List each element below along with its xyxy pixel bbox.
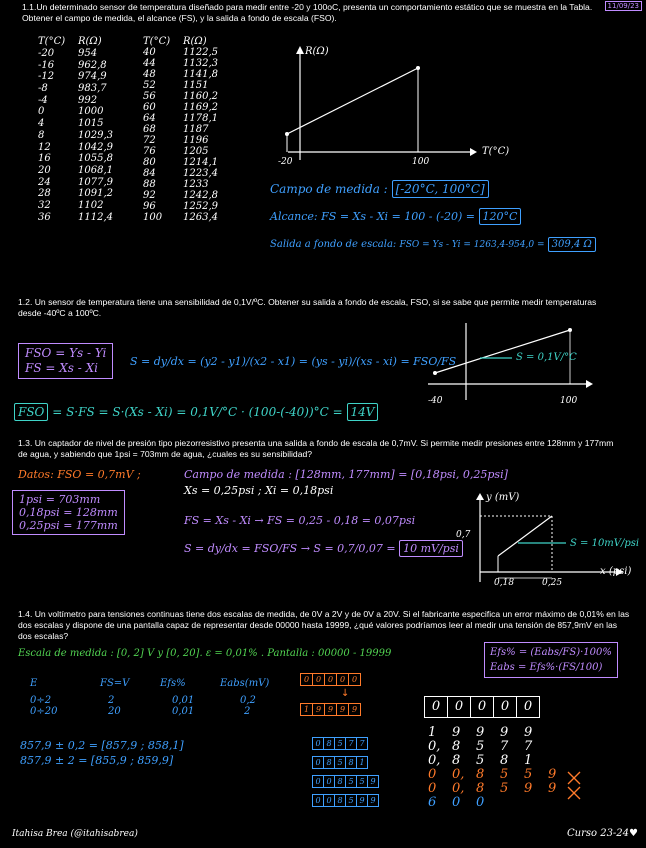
digit: 9 [548, 781, 557, 796]
temperature-cell: 24 [38, 176, 51, 188]
display-digit: 9 [324, 703, 337, 716]
fso-value: 309,4 Ω [548, 237, 596, 252]
graph-p3-x1: 0,18 [494, 578, 515, 588]
digit-row [428, 740, 572, 754]
temperature-cell: 92 [143, 190, 156, 201]
digit: 5 [524, 767, 533, 782]
problem-1-2-statement: 1.2. Un sensor de temperatura tiene una sensibilidad de 0,1V/ºC. Obtener su salida a fondo de escala, FSO, si se sabe que permite medir temperaturas desde -40ºC a 100ºC. [18, 297, 597, 318]
resistance-cell: 1015 [78, 118, 104, 130]
table-row [38, 188, 113, 200]
graph-xlabel: T(°C) [482, 146, 510, 157]
fso-result-expr: = S·FS = S·(Xs - Xi) = 0,1V/°C · (100-(-40))°C = [52, 405, 343, 419]
table-row [143, 212, 218, 223]
display-digit: 9 [367, 775, 379, 788]
display-digit: 1 [300, 703, 313, 716]
fs-line: FS = Xs - Xi → FS = 0,25 - 0,18 = 0,07psi [184, 514, 416, 527]
table-row [38, 118, 113, 130]
corner-date: 11/09/23 [605, 1, 642, 11]
graph-p3-s: S = 10mV/psi [570, 538, 640, 549]
digit: 9 [548, 767, 557, 782]
s-line-expr: S = dy/dx = FSO/FS → S = 0,7/0,07 = [184, 542, 396, 555]
td: 2 [108, 695, 115, 706]
blue-display-row [312, 756, 378, 769]
td: 2 [244, 706, 251, 717]
table-row [38, 106, 113, 118]
temperature-cell: 36 [38, 211, 51, 223]
table-row [143, 102, 218, 113]
sensitivity-definition: S = dy/dx = (y2 - y1)/(x2 - x1) = (ys - yi)/(xs - xi) = FSO/FS [130, 355, 457, 368]
temperature-cell: 76 [143, 146, 156, 157]
temperature-cell: 88 [143, 179, 156, 190]
resistance-cell: 954 [78, 48, 98, 60]
temperature-cell: 32 [38, 199, 51, 211]
td: 0÷2 [30, 695, 52, 706]
display-digit: 0 [348, 673, 361, 686]
xs-xi: Xs = 0,25psi ; Xi = 0,18psi [184, 484, 334, 497]
display-digit: 0 [323, 775, 335, 788]
temperature-cell: 52 [143, 80, 156, 91]
resistance-cell: 1029,3 [78, 129, 113, 141]
display-blue-list [312, 737, 378, 813]
temperature-cell: -16 [38, 59, 55, 71]
display-digit: 8 [323, 737, 335, 750]
resistance-cell: 1102 [78, 199, 104, 211]
col-r-header: R(Ω) [183, 36, 207, 47]
graph-xmin: -20 [278, 157, 293, 167]
table-row [143, 124, 218, 135]
psi-line-2: 0,18psi = 128mm [19, 506, 118, 519]
display-digit: 0 [312, 775, 324, 788]
resistance-cell: 1178,1 [183, 113, 218, 124]
th-fs: FS=V [100, 678, 130, 689]
digit: 9 [476, 725, 485, 740]
display-digit: 8 [323, 756, 335, 769]
blue-display-row [312, 737, 378, 750]
display-digit: 9 [356, 794, 368, 807]
table-row [38, 48, 113, 60]
s-line-value: 10 mV/psi [399, 540, 463, 557]
th-eabs: Eabs(mV) [220, 678, 270, 689]
table-row [143, 135, 218, 146]
fso-expr: FSO = Ys - Yi = 1263,4-954,0 = [399, 240, 545, 250]
resistance-cell: 1068,1 [78, 164, 113, 176]
resistance-cell: 1169,2 [183, 102, 218, 113]
digit-row [428, 726, 572, 740]
results [20, 738, 184, 768]
campo-value: [-20°C, 100°C] [392, 180, 489, 198]
temperature-cell: 56 [143, 91, 156, 102]
temp-resistance-table [38, 36, 218, 223]
digit: 5 [500, 781, 509, 796]
big-display-digit: 0 [470, 696, 494, 718]
digit-row [428, 754, 572, 768]
temperature-cell: 48 [143, 69, 156, 80]
table-1 [38, 36, 113, 223]
datos: Datos: FSO = 0,7mV ; [18, 468, 141, 481]
resistance-cell: 1252,9 [183, 201, 218, 212]
footer-course: Curso 23-24♥ [567, 828, 638, 839]
graph-p2-xmax: 100 [560, 396, 578, 406]
blue-display-row [312, 794, 378, 807]
resistance-cell: 1242,8 [183, 190, 218, 201]
resistance-cell: 1263,4 [183, 212, 218, 223]
display-digit: 5 [356, 775, 368, 788]
table-row [143, 201, 218, 212]
display-digit: 0 [323, 794, 335, 807]
alcance-label: Alcance: [270, 210, 318, 223]
resistance-cell: 1122,5 [183, 47, 218, 58]
temperature-cell: 68 [143, 124, 156, 135]
display-arrow: ↓ [341, 688, 350, 699]
campo-medida [270, 182, 489, 196]
table-row [143, 146, 218, 157]
display-digit: 8 [334, 775, 346, 788]
table-row [38, 59, 113, 71]
resistance-cell: 1196 [183, 135, 209, 146]
display-digit: 0 [312, 756, 324, 769]
resistance-cell: 1187 [183, 124, 209, 135]
digit-rows [428, 726, 572, 810]
table-row [38, 165, 113, 177]
resistance-cell: 1151 [183, 80, 209, 91]
temperature-cell: 40 [143, 47, 156, 58]
digit: 9 [524, 725, 533, 740]
digit: 0 [452, 795, 461, 810]
digit-row [428, 782, 572, 796]
alcance-expr: FS = Xs - Xi = 100 - (-20) = [321, 210, 475, 223]
alcance-value: 120°C [479, 208, 522, 225]
table-row [143, 47, 218, 58]
digit: 7 [500, 739, 509, 754]
temperature-cell: -12 [38, 71, 55, 83]
table-row [38, 83, 113, 95]
resistance-cell: 1160,2 [183, 91, 218, 102]
big-display [424, 696, 539, 718]
resistance-cell: 1214,1 [183, 157, 218, 168]
resistance-cell: 1205 [183, 146, 209, 157]
big-display-digit: 0 [447, 696, 471, 718]
digit: 1 [428, 725, 437, 740]
temperature-cell: 84 [143, 168, 156, 179]
resistance-cell: 1000 [78, 106, 104, 118]
table-row [143, 113, 218, 124]
psi-line-3: 0,25psi = 177mm [19, 519, 118, 532]
digit: 1 [524, 753, 533, 768]
temperature-cell: 20 [38, 164, 51, 176]
table-row [38, 200, 113, 212]
fso-fs-box [18, 343, 113, 379]
digit: 9 [500, 725, 509, 740]
blue-display-row [312, 775, 378, 788]
td: 0,01 [172, 695, 195, 706]
table-row [38, 94, 113, 106]
table-row [143, 179, 218, 190]
fso [270, 239, 596, 250]
result-20v: 857,9 ± 2 = [855,9 ; 859,9] [20, 754, 174, 767]
campo-label: Campo de medida : [270, 182, 388, 196]
formula-1: Efs% = (Eabs/FS)·100% [490, 647, 612, 658]
fso-result-box: FSO [14, 403, 48, 421]
problem-1-3-statement: 1.3. Un captador de nivel de presión tipo piezorresistivo presenta una salida a fondo de escala de 0,7mV. Si permite medir presiones entre 128mm y 177mm de agua, y sabiendo que 1psi = 703mm de agua, ¿cuales es su sensibilidad? [18, 438, 614, 459]
psi-line-1: 1psi = 703mm [19, 493, 101, 506]
td: 0÷20 [30, 706, 58, 717]
s-line [184, 542, 463, 555]
graph-xmax: 100 [412, 157, 430, 167]
digit: 0 [476, 795, 485, 810]
table-row [38, 71, 113, 83]
digit: 9 [524, 781, 533, 796]
fso-result-value: 14V [347, 403, 379, 421]
display-orange-top [300, 673, 360, 686]
digit: 8 [476, 781, 485, 796]
temperature-cell: 96 [143, 201, 156, 212]
display-digit: 1 [356, 756, 368, 769]
th-efs: Efs% [160, 678, 186, 689]
display-digit: 0 [312, 673, 325, 686]
resistance-cell: 1042,9 [78, 141, 113, 153]
display-digit: 0 [312, 794, 324, 807]
digit: 5 [500, 767, 509, 782]
temperature-cell: 28 [38, 188, 51, 200]
temperature-cell: 100 [143, 212, 163, 223]
resistance-cell: 1223,4 [183, 168, 218, 179]
digit: 0 [428, 767, 437, 782]
digit: 9 [452, 725, 461, 740]
graph-r-vs-t [270, 40, 490, 170]
table-row [38, 130, 113, 142]
td: 0,01 [172, 706, 195, 717]
graph-p3-x2: 0,25 [542, 578, 563, 588]
display-digit: 9 [367, 794, 379, 807]
display-digit: 0 [300, 673, 313, 686]
graph-p2-label: S = 0,1V/°C [516, 352, 577, 363]
resistance-cell: 1091,2 [78, 188, 113, 200]
table-row [143, 168, 218, 179]
display-digit: 8 [334, 794, 346, 807]
digit: 8 [452, 753, 461, 768]
resistance-cell: 1112,4 [78, 211, 113, 223]
display-digit: 5 [334, 756, 346, 769]
graph-p3-xlabel: x (psi) [600, 566, 632, 577]
display-digit: 9 [312, 703, 325, 716]
graph-p2-xmin: -40 [428, 396, 443, 406]
display-digit: 5 [345, 775, 357, 788]
display-digit: 0 [336, 673, 349, 686]
th-e: E [30, 678, 38, 689]
temperature-cell: 80 [143, 157, 156, 168]
table-row [143, 157, 218, 168]
col-t-header: T(°C) [38, 36, 66, 48]
digit: 8 [476, 767, 485, 782]
problem-1-1-statement: 1.1.Un determinado sensor de temperatura diseñado para medir entre -20 y 100oC, presenta un comportamiento estático que se muestra en la Tabla. Obtener el campo de medida, el alcance (FS), y la salida a fondo de escala (FSO). [22, 2, 593, 23]
digit: 0, [452, 781, 465, 796]
table-row [143, 80, 218, 91]
temperature-cell: 72 [143, 135, 156, 146]
formula-2: Eabs = Efs%·(FS/100) [490, 662, 603, 673]
display-digit: 5 [334, 737, 346, 750]
display-digit: 8 [345, 756, 357, 769]
digit: 8 [500, 753, 509, 768]
fso-label: Salida a fondo de escala: [270, 239, 397, 250]
digit: 6 [428, 795, 437, 810]
temperature-cell: 12 [38, 141, 51, 153]
digit-row [428, 796, 572, 810]
campo-p3: Campo de medida : [128mm, 177mm] = [0,18psi, 0,25psi] [184, 468, 508, 481]
display-digit: 9 [336, 703, 349, 716]
table-row [38, 211, 113, 223]
temperature-cell: 8 [38, 129, 45, 141]
digit: 0, [428, 753, 441, 768]
resistance-cell: 992 [78, 94, 98, 106]
graph-p3-y: 0,7 [456, 530, 471, 540]
col-t-header: T(°C) [143, 36, 171, 47]
temperature-cell: 44 [143, 58, 156, 69]
formula-box [484, 642, 618, 678]
digit: 0, [452, 767, 465, 782]
box-line-1: FSO = Ys - Yi [25, 346, 107, 360]
resistance-cell: 1141,8 [183, 69, 218, 80]
big-display-digit: 0 [493, 696, 517, 718]
fso-result [14, 405, 378, 419]
box-line-2: FS = Xs - Xi [25, 361, 98, 375]
digit: 5 [476, 739, 485, 754]
display-digit: 7 [345, 737, 357, 750]
escala-line: Escala de medida : [0, 2] V y [0, 20]. ε = 0,01% . Pantalla : 00000 - 19999 [18, 648, 392, 659]
alcance [270, 210, 521, 223]
cross-marks [560, 766, 600, 806]
display-digit: 0 [324, 673, 337, 686]
resistance-cell: 974,9 [78, 71, 107, 83]
td: 0,2 [240, 695, 256, 706]
display-digit: 0 [312, 737, 324, 750]
table-row [143, 91, 218, 102]
temperature-cell: 64 [143, 113, 156, 124]
problem-1-4-statement: 1.4. Un voltímetro para tensiones continuas tiene dos escalas de medida, de 0V a 2V y de 0V a 20V. Si el fabricante especifica un error máximo de 0,01% en las dos escalas y dispone de una pantalla capaz de representar desde 00000 hasta 19999, ¿qué valores podríamos leer al medir una tensión de 857,9mV en las dos escalas? [18, 609, 630, 641]
table-row [143, 69, 218, 80]
resistance-cell: 1132,3 [183, 58, 218, 69]
temperature-cell: 60 [143, 102, 156, 113]
td: 20 [108, 706, 121, 717]
display-digit: 9 [348, 703, 361, 716]
digit: 7 [524, 739, 533, 754]
digit: 5 [476, 753, 485, 768]
table-row [38, 141, 113, 153]
result-2v: 857,9 ± 0,2 = [857,9 ; 858,1] [20, 739, 184, 752]
display-digit: 7 [356, 737, 368, 750]
temperature-cell: -4 [38, 94, 48, 106]
big-display-digit: 0 [424, 696, 448, 718]
col-r-header: R(Ω) [78, 36, 102, 48]
temperature-cell: -8 [38, 83, 48, 95]
graph-p2 [428, 318, 598, 408]
temperature-cell: 0 [38, 106, 45, 118]
temperature-cell: 4 [38, 118, 45, 130]
digit-row [428, 768, 572, 782]
resistance-cell: 1233 [183, 179, 209, 190]
resistance-cell: 962,8 [78, 59, 107, 71]
error-table [20, 678, 269, 717]
display-digit: 5 [345, 794, 357, 807]
table-row [143, 190, 218, 201]
table-row [38, 153, 113, 165]
graph-ylabel: R(Ω) [305, 46, 329, 57]
digit: 0 [428, 781, 437, 796]
big-display-digit: 0 [516, 696, 540, 718]
resistance-cell: 1077,9 [78, 176, 113, 188]
temperature-cell: 16 [38, 153, 51, 165]
table-row [143, 58, 218, 69]
temperature-cell: -20 [38, 48, 55, 60]
display-orange-bottom [300, 703, 360, 716]
footer-author: Itahisa Brea (@itahisabrea) [12, 829, 138, 839]
digit: 0, [428, 739, 441, 754]
resistance-cell: 1055,8 [78, 153, 113, 165]
digit: 8 [452, 739, 461, 754]
graph-p3-ylabel: y (mV) [486, 492, 520, 503]
resistance-cell: 983,7 [78, 83, 107, 95]
table-2 [143, 36, 218, 223]
table-row [38, 176, 113, 188]
psi-conversion-box [12, 490, 125, 535]
